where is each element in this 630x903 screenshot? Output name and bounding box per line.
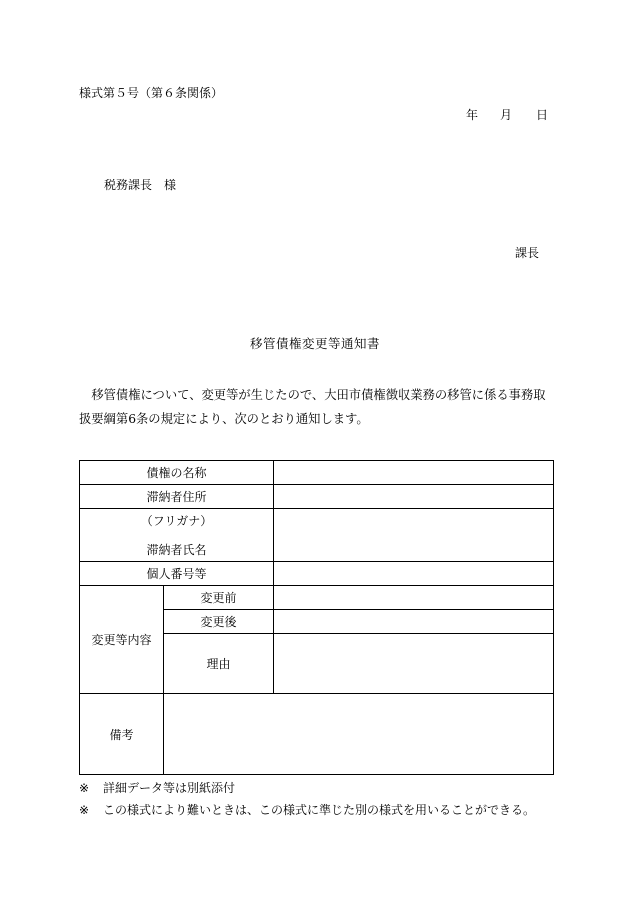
label-delinquent-address: 滞納者住所 [80,485,274,509]
field-after-change[interactable] [274,610,554,634]
date-day: 日 [536,108,549,122]
date-month: 月 [500,108,513,122]
note-1 [79,779,235,796]
note-mark-1: ※ [79,781,90,795]
sender: 課長 [515,246,540,260]
label-delinquent-name-cell [80,509,274,562]
label-before-change: 変更前 [164,586,274,610]
body-text [79,383,553,431]
notification-form-table [79,460,554,775]
field-remarks[interactable] [164,694,554,775]
field-claim-name[interactable] [274,461,554,485]
row-claim-name [80,461,554,485]
label-delinquent-name: 滞納者氏名 [146,543,207,557]
field-personal-number[interactable] [274,562,554,586]
label-after-change: 変更後 [164,610,274,634]
field-reason[interactable] [274,634,554,694]
label-remarks: 備考 [80,694,164,775]
field-before-change[interactable] [274,586,554,610]
label-reason: 理由 [164,634,274,694]
note-mark-2: ※ [79,803,90,817]
note-1-text: 詳細データ等は別紙添付 [103,781,236,795]
addressee: 税務課長 様 [104,178,177,192]
field-delinquent-name[interactable] [274,509,554,562]
row-delinquent-name [80,509,554,562]
date-year: 年 [466,108,479,122]
row-before-change [80,586,554,610]
body-line-1: 移管債権について、変更等が生じたので、大田市債権徴収業務の移管に係る事務取 [91,388,546,402]
row-personal-number [80,562,554,586]
label-furigana: （フリガナ） [140,514,213,528]
label-personal-number: 個人番号等 [80,562,274,586]
note-2 [79,801,535,818]
form-number: 様式第５号（第６条関係） [79,86,224,100]
label-change-details: 変更等内容 [80,586,164,694]
label-claim-name: 債権の名称 [80,461,274,485]
body-line-2: 扱要綱第6条の規定により、次のとおり通知します。 [79,412,369,426]
field-delinquent-address[interactable] [274,485,554,509]
row-remarks [80,694,554,775]
note-2-text: この様式により難いときは、この様式に準じた別の様式を用いることができる。 [103,803,536,817]
row-delinquent-address [80,485,554,509]
document-title: 移管債権変更等通知書 [249,336,380,351]
date-line [466,106,548,123]
